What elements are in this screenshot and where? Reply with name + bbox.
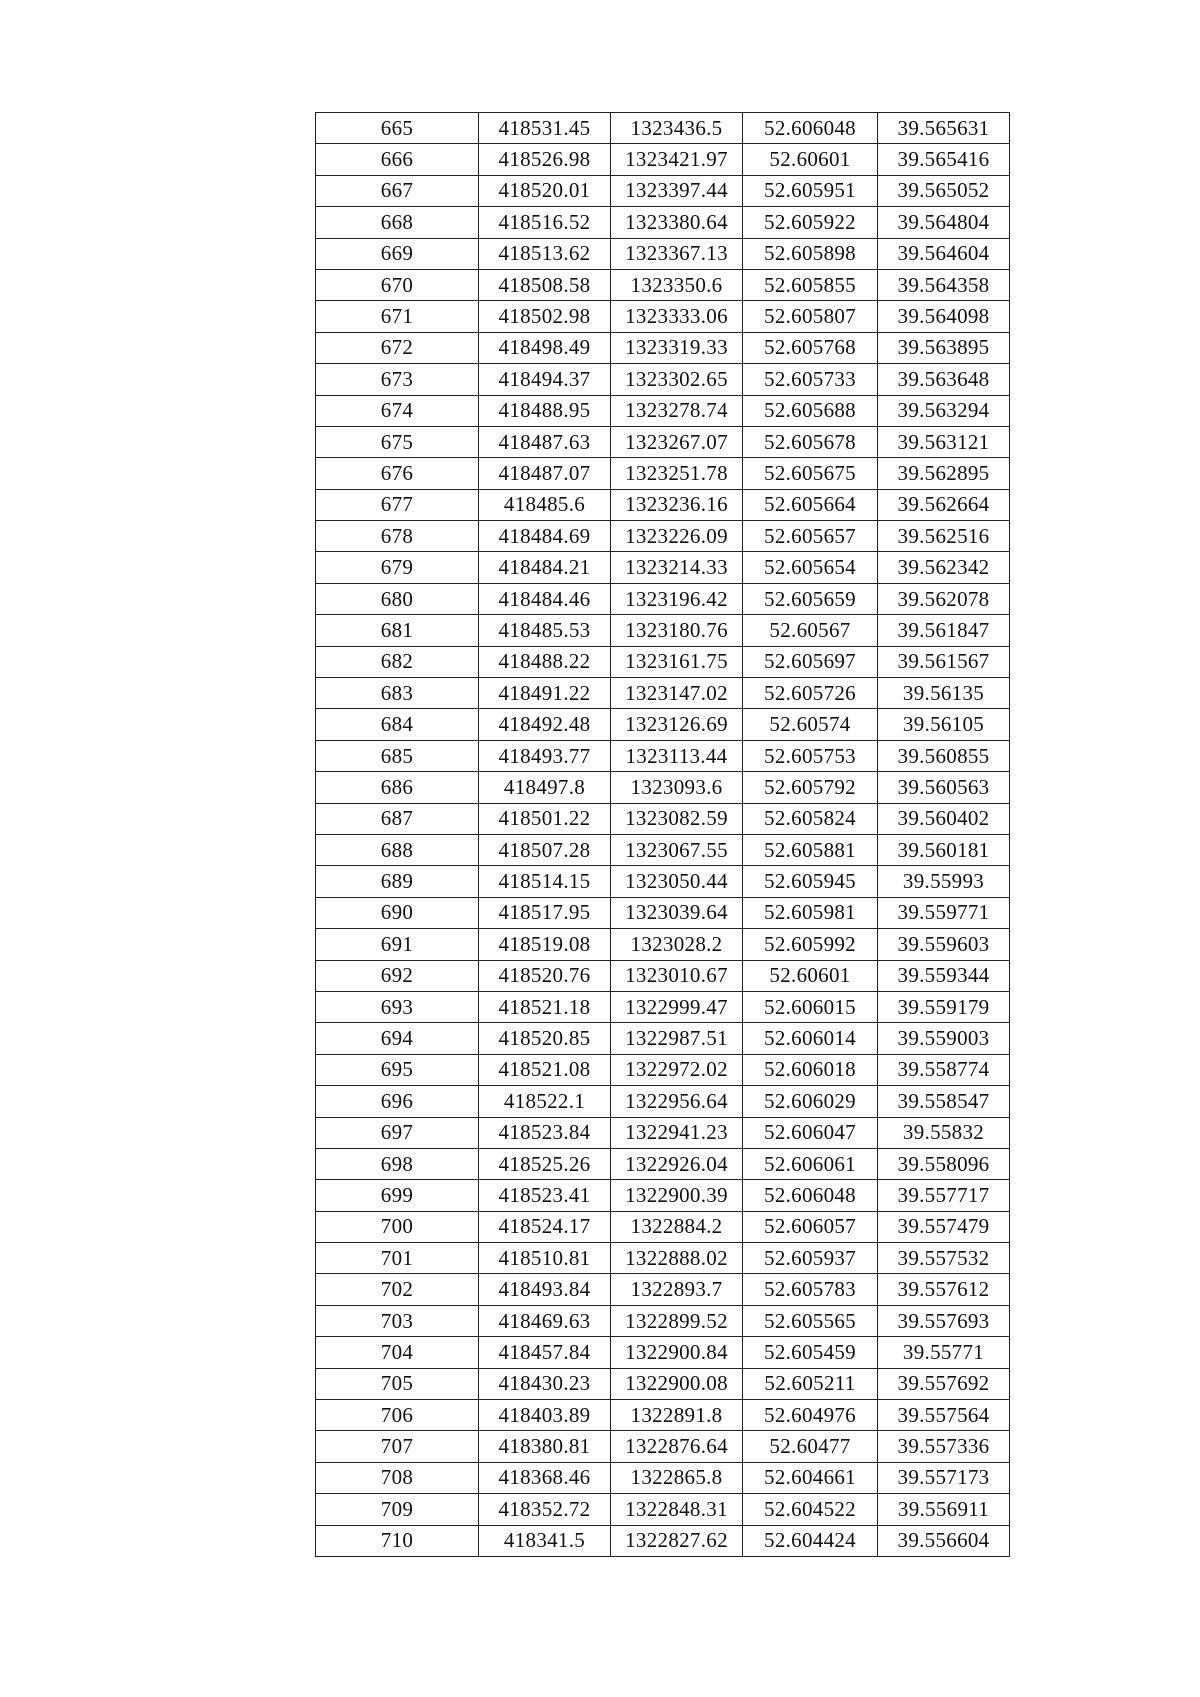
x-coordinate-cell: 418488.22 <box>479 646 611 677</box>
table-row <box>316 1180 1010 1211</box>
x-coordinate-cell: 418493.84 <box>479 1274 611 1305</box>
table-row <box>316 1086 1010 1117</box>
table-row <box>316 960 1010 991</box>
longitude-cell: 39.56135 <box>878 678 1010 709</box>
latitude-cell: 52.605726 <box>743 678 878 709</box>
latitude-cell: 52.606015 <box>743 991 878 1022</box>
x-coordinate-cell: 418513.62 <box>479 238 611 269</box>
x-coordinate-cell: 418493.77 <box>479 740 611 771</box>
point-number-cell: 675 <box>316 426 479 457</box>
table-row <box>316 1023 1010 1054</box>
x-coordinate-cell: 418498.49 <box>479 332 611 363</box>
point-number-cell: 701 <box>316 1243 479 1274</box>
x-coordinate-cell: 418521.18 <box>479 991 611 1022</box>
point-number-cell: 683 <box>316 678 479 709</box>
latitude-cell: 52.605981 <box>743 897 878 928</box>
y-coordinate-cell: 1323180.76 <box>611 615 743 646</box>
latitude-cell: 52.606057 <box>743 1211 878 1242</box>
x-coordinate-cell: 418507.28 <box>479 834 611 865</box>
latitude-cell: 52.604661 <box>743 1462 878 1493</box>
longitude-cell: 39.560402 <box>878 803 1010 834</box>
point-number-cell: 699 <box>316 1180 479 1211</box>
x-coordinate-cell: 418484.21 <box>479 552 611 583</box>
point-number-cell: 710 <box>316 1525 479 1556</box>
y-coordinate-cell: 1323367.13 <box>611 238 743 269</box>
x-coordinate-cell: 418501.22 <box>479 803 611 834</box>
point-number-cell: 708 <box>316 1462 479 1493</box>
longitude-cell: 39.565631 <box>878 113 1010 144</box>
latitude-cell: 52.605678 <box>743 426 878 457</box>
point-number-cell: 705 <box>316 1368 479 1399</box>
y-coordinate-cell: 1323067.55 <box>611 834 743 865</box>
x-coordinate-cell: 418519.08 <box>479 929 611 960</box>
point-number-cell: 680 <box>316 583 479 614</box>
x-coordinate-cell: 418531.45 <box>479 113 611 144</box>
table-row <box>316 1431 1010 1462</box>
point-number-cell: 674 <box>316 395 479 426</box>
table-row <box>316 458 1010 489</box>
latitude-cell: 52.606018 <box>743 1054 878 1085</box>
x-coordinate-cell: 418485.6 <box>479 489 611 520</box>
table-row <box>316 1243 1010 1274</box>
latitude-cell: 52.605824 <box>743 803 878 834</box>
latitude-cell: 52.60477 <box>743 1431 878 1462</box>
point-number-cell: 684 <box>316 709 479 740</box>
longitude-cell: 39.560563 <box>878 772 1010 803</box>
table-row <box>316 1211 1010 1242</box>
longitude-cell: 39.557336 <box>878 1431 1010 1462</box>
y-coordinate-cell: 1323093.6 <box>611 772 743 803</box>
point-number-cell: 668 <box>316 207 479 238</box>
x-coordinate-cell: 418492.48 <box>479 709 611 740</box>
y-coordinate-cell: 1322899.52 <box>611 1305 743 1336</box>
latitude-cell: 52.604522 <box>743 1494 878 1525</box>
x-coordinate-cell: 418520.85 <box>479 1023 611 1054</box>
longitude-cell: 39.560855 <box>878 740 1010 771</box>
longitude-cell: 39.561567 <box>878 646 1010 677</box>
longitude-cell: 39.557532 <box>878 1243 1010 1274</box>
latitude-cell: 52.605733 <box>743 364 878 395</box>
table-row <box>316 1337 1010 1368</box>
latitude-cell: 52.605792 <box>743 772 878 803</box>
table-row <box>316 866 1010 897</box>
table-row <box>316 1305 1010 1336</box>
x-coordinate-cell: 418380.81 <box>479 1431 611 1462</box>
point-number-cell: 690 <box>316 897 479 928</box>
latitude-cell: 52.606014 <box>743 1023 878 1054</box>
table-row <box>316 269 1010 300</box>
y-coordinate-cell: 1322827.62 <box>611 1525 743 1556</box>
point-number-cell: 709 <box>316 1494 479 1525</box>
point-number-cell: 698 <box>316 1148 479 1179</box>
latitude-cell: 52.605753 <box>743 740 878 771</box>
table-row <box>316 1117 1010 1148</box>
point-number-cell: 678 <box>316 521 479 552</box>
x-coordinate-cell: 418524.17 <box>479 1211 611 1242</box>
table-row <box>316 489 1010 520</box>
table-row <box>316 238 1010 269</box>
y-coordinate-cell: 1323350.6 <box>611 269 743 300</box>
x-coordinate-cell: 418497.8 <box>479 772 611 803</box>
point-number-cell: 666 <box>316 144 479 175</box>
y-coordinate-cell: 1323010.67 <box>611 960 743 991</box>
x-coordinate-cell: 418516.52 <box>479 207 611 238</box>
point-number-cell: 669 <box>316 238 479 269</box>
point-number-cell: 672 <box>316 332 479 363</box>
table-row <box>316 175 1010 206</box>
point-number-cell: 686 <box>316 772 479 803</box>
y-coordinate-cell: 1323161.75 <box>611 646 743 677</box>
table-row <box>316 803 1010 834</box>
y-coordinate-cell: 1322888.02 <box>611 1243 743 1274</box>
point-number-cell: 679 <box>316 552 479 583</box>
x-coordinate-cell: 418484.69 <box>479 521 611 552</box>
latitude-cell: 52.605659 <box>743 583 878 614</box>
longitude-cell: 39.561847 <box>878 615 1010 646</box>
y-coordinate-cell: 1323236.16 <box>611 489 743 520</box>
x-coordinate-cell: 418520.01 <box>479 175 611 206</box>
latitude-cell: 52.605783 <box>743 1274 878 1305</box>
longitude-cell: 39.557612 <box>878 1274 1010 1305</box>
table-row <box>316 207 1010 238</box>
longitude-cell: 39.559603 <box>878 929 1010 960</box>
point-number-cell: 677 <box>316 489 479 520</box>
y-coordinate-cell: 1322972.02 <box>611 1054 743 1085</box>
table-row <box>316 552 1010 583</box>
y-coordinate-cell: 1322956.64 <box>611 1086 743 1117</box>
longitude-cell: 39.560181 <box>878 834 1010 865</box>
latitude-cell: 52.605768 <box>743 332 878 363</box>
table-row <box>316 678 1010 709</box>
longitude-cell: 39.562342 <box>878 552 1010 583</box>
latitude-cell: 52.605211 <box>743 1368 878 1399</box>
table-row <box>316 395 1010 426</box>
y-coordinate-cell: 1323380.64 <box>611 207 743 238</box>
y-coordinate-cell: 1323267.07 <box>611 426 743 457</box>
point-number-cell: 687 <box>316 803 479 834</box>
x-coordinate-cell: 418485.53 <box>479 615 611 646</box>
x-coordinate-cell: 418522.1 <box>479 1086 611 1117</box>
point-number-cell: 685 <box>316 740 479 771</box>
latitude-cell: 52.60601 <box>743 960 878 991</box>
longitude-cell: 39.557479 <box>878 1211 1010 1242</box>
longitude-cell: 39.559344 <box>878 960 1010 991</box>
longitude-cell: 39.557173 <box>878 1462 1010 1493</box>
longitude-cell: 39.558774 <box>878 1054 1010 1085</box>
y-coordinate-cell: 1322900.08 <box>611 1368 743 1399</box>
x-coordinate-cell: 418514.15 <box>479 866 611 897</box>
y-coordinate-cell: 1323050.44 <box>611 866 743 897</box>
table-row <box>316 1400 1010 1431</box>
point-number-cell: 689 <box>316 866 479 897</box>
latitude-cell: 52.605675 <box>743 458 878 489</box>
latitude-cell: 52.605922 <box>743 207 878 238</box>
y-coordinate-cell: 1323251.78 <box>611 458 743 489</box>
x-coordinate-cell: 418525.26 <box>479 1148 611 1179</box>
latitude-cell: 52.605855 <box>743 269 878 300</box>
table-row <box>316 772 1010 803</box>
x-coordinate-cell: 418403.89 <box>479 1400 611 1431</box>
point-number-cell: 702 <box>316 1274 479 1305</box>
latitude-cell: 52.605807 <box>743 301 878 332</box>
table-row <box>316 740 1010 771</box>
coordinates-table <box>315 112 1010 1557</box>
x-coordinate-cell: 418494.37 <box>479 364 611 395</box>
table-row <box>316 897 1010 928</box>
longitude-cell: 39.558547 <box>878 1086 1010 1117</box>
latitude-cell: 52.60574 <box>743 709 878 740</box>
latitude-cell: 52.606061 <box>743 1148 878 1179</box>
longitude-cell: 39.557692 <box>878 1368 1010 1399</box>
x-coordinate-cell: 418488.95 <box>479 395 611 426</box>
point-number-cell: 688 <box>316 834 479 865</box>
y-coordinate-cell: 1323302.65 <box>611 364 743 395</box>
x-coordinate-cell: 418341.5 <box>479 1525 611 1556</box>
coordinates-table-body <box>316 113 1010 1557</box>
latitude-cell: 52.605937 <box>743 1243 878 1274</box>
longitude-cell: 39.565052 <box>878 175 1010 206</box>
longitude-cell: 39.562895 <box>878 458 1010 489</box>
table-row <box>316 144 1010 175</box>
y-coordinate-cell: 1323196.42 <box>611 583 743 614</box>
table-row <box>316 709 1010 740</box>
x-coordinate-cell: 418520.76 <box>479 960 611 991</box>
table-row <box>316 1148 1010 1179</box>
latitude-cell: 52.605898 <box>743 238 878 269</box>
x-coordinate-cell: 418508.58 <box>479 269 611 300</box>
latitude-cell: 52.605688 <box>743 395 878 426</box>
longitude-cell: 39.55993 <box>878 866 1010 897</box>
y-coordinate-cell: 1322865.8 <box>611 1462 743 1493</box>
point-number-cell: 693 <box>316 991 479 1022</box>
latitude-cell: 52.60567 <box>743 615 878 646</box>
y-coordinate-cell: 1322900.84 <box>611 1337 743 1368</box>
point-number-cell: 697 <box>316 1117 479 1148</box>
longitude-cell: 39.562516 <box>878 521 1010 552</box>
point-number-cell: 700 <box>316 1211 479 1242</box>
table-row <box>316 521 1010 552</box>
y-coordinate-cell: 1322900.39 <box>611 1180 743 1211</box>
table-row <box>316 834 1010 865</box>
x-coordinate-cell: 418368.46 <box>479 1462 611 1493</box>
point-number-cell: 692 <box>316 960 479 991</box>
x-coordinate-cell: 418521.08 <box>479 1054 611 1085</box>
longitude-cell: 39.563895 <box>878 332 1010 363</box>
longitude-cell: 39.563121 <box>878 426 1010 457</box>
latitude-cell: 52.604976 <box>743 1400 878 1431</box>
longitude-cell: 39.562078 <box>878 583 1010 614</box>
table-row <box>316 1494 1010 1525</box>
table-row <box>316 615 1010 646</box>
table-row <box>316 364 1010 395</box>
latitude-cell: 52.604424 <box>743 1525 878 1556</box>
x-coordinate-cell: 418523.41 <box>479 1180 611 1211</box>
latitude-cell: 52.606029 <box>743 1086 878 1117</box>
y-coordinate-cell: 1323147.02 <box>611 678 743 709</box>
point-number-cell: 670 <box>316 269 479 300</box>
longitude-cell: 39.558096 <box>878 1148 1010 1179</box>
latitude-cell: 52.606048 <box>743 1180 878 1211</box>
point-number-cell: 704 <box>316 1337 479 1368</box>
longitude-cell: 39.557564 <box>878 1400 1010 1431</box>
longitude-cell: 39.559771 <box>878 897 1010 928</box>
table-row <box>316 1525 1010 1556</box>
y-coordinate-cell: 1322999.47 <box>611 991 743 1022</box>
latitude-cell: 52.605459 <box>743 1337 878 1368</box>
latitude-cell: 52.605657 <box>743 521 878 552</box>
y-coordinate-cell: 1322884.2 <box>611 1211 743 1242</box>
table-row <box>316 583 1010 614</box>
point-number-cell: 695 <box>316 1054 479 1085</box>
longitude-cell: 39.56105 <box>878 709 1010 740</box>
longitude-cell: 39.55832 <box>878 1117 1010 1148</box>
latitude-cell: 52.605951 <box>743 175 878 206</box>
latitude-cell: 52.605992 <box>743 929 878 960</box>
y-coordinate-cell: 1322891.8 <box>611 1400 743 1431</box>
point-number-cell: 667 <box>316 175 479 206</box>
y-coordinate-cell: 1323214.33 <box>611 552 743 583</box>
table-row <box>316 646 1010 677</box>
table-row <box>316 991 1010 1022</box>
x-coordinate-cell: 418487.07 <box>479 458 611 489</box>
x-coordinate-cell: 418352.72 <box>479 1494 611 1525</box>
longitude-cell: 39.564804 <box>878 207 1010 238</box>
latitude-cell: 52.605945 <box>743 866 878 897</box>
x-coordinate-cell: 418484.46 <box>479 583 611 614</box>
y-coordinate-cell: 1322893.7 <box>611 1274 743 1305</box>
y-coordinate-cell: 1323113.44 <box>611 740 743 771</box>
y-coordinate-cell: 1323028.2 <box>611 929 743 960</box>
point-number-cell: 673 <box>316 364 479 395</box>
point-number-cell: 707 <box>316 1431 479 1462</box>
x-coordinate-cell: 418526.98 <box>479 144 611 175</box>
longitude-cell: 39.559179 <box>878 991 1010 1022</box>
y-coordinate-cell: 1323319.33 <box>611 332 743 363</box>
y-coordinate-cell: 1323436.5 <box>611 113 743 144</box>
point-number-cell: 703 <box>316 1305 479 1336</box>
point-number-cell: 696 <box>316 1086 479 1117</box>
y-coordinate-cell: 1323421.97 <box>611 144 743 175</box>
y-coordinate-cell: 1322848.31 <box>611 1494 743 1525</box>
y-coordinate-cell: 1322876.64 <box>611 1431 743 1462</box>
longitude-cell: 39.564358 <box>878 269 1010 300</box>
longitude-cell: 39.565416 <box>878 144 1010 175</box>
longitude-cell: 39.559003 <box>878 1023 1010 1054</box>
y-coordinate-cell: 1323039.64 <box>611 897 743 928</box>
table-row <box>316 929 1010 960</box>
latitude-cell: 52.605654 <box>743 552 878 583</box>
longitude-cell: 39.563294 <box>878 395 1010 426</box>
latitude-cell: 52.60601 <box>743 144 878 175</box>
latitude-cell: 52.606048 <box>743 113 878 144</box>
latitude-cell: 52.605664 <box>743 489 878 520</box>
longitude-cell: 39.557693 <box>878 1305 1010 1336</box>
y-coordinate-cell: 1323226.09 <box>611 521 743 552</box>
table-row <box>316 113 1010 144</box>
y-coordinate-cell: 1323126.69 <box>611 709 743 740</box>
longitude-cell: 39.556911 <box>878 1494 1010 1525</box>
x-coordinate-cell: 418523.84 <box>479 1117 611 1148</box>
table-row <box>316 1054 1010 1085</box>
table-row <box>316 1368 1010 1399</box>
point-number-cell: 665 <box>316 113 479 144</box>
x-coordinate-cell: 418469.63 <box>479 1305 611 1336</box>
point-number-cell: 706 <box>316 1400 479 1431</box>
y-coordinate-cell: 1323082.59 <box>611 803 743 834</box>
table-row <box>316 332 1010 363</box>
point-number-cell: 691 <box>316 929 479 960</box>
longitude-cell: 39.562664 <box>878 489 1010 520</box>
table-row <box>316 426 1010 457</box>
longitude-cell: 39.564604 <box>878 238 1010 269</box>
point-number-cell: 681 <box>316 615 479 646</box>
table-row <box>316 301 1010 332</box>
x-coordinate-cell: 418517.95 <box>479 897 611 928</box>
point-number-cell: 682 <box>316 646 479 677</box>
y-coordinate-cell: 1322941.23 <box>611 1117 743 1148</box>
y-coordinate-cell: 1323397.44 <box>611 175 743 206</box>
y-coordinate-cell: 1322987.51 <box>611 1023 743 1054</box>
x-coordinate-cell: 418430.23 <box>479 1368 611 1399</box>
x-coordinate-cell: 418510.81 <box>479 1243 611 1274</box>
point-number-cell: 671 <box>316 301 479 332</box>
latitude-cell: 52.606047 <box>743 1117 878 1148</box>
point-number-cell: 676 <box>316 458 479 489</box>
longitude-cell: 39.556604 <box>878 1525 1010 1556</box>
y-coordinate-cell: 1322926.04 <box>611 1148 743 1179</box>
longitude-cell: 39.564098 <box>878 301 1010 332</box>
x-coordinate-cell: 418502.98 <box>479 301 611 332</box>
latitude-cell: 52.605697 <box>743 646 878 677</box>
longitude-cell: 39.557717 <box>878 1180 1010 1211</box>
x-coordinate-cell: 418457.84 <box>479 1337 611 1368</box>
y-coordinate-cell: 1323278.74 <box>611 395 743 426</box>
x-coordinate-cell: 418487.63 <box>479 426 611 457</box>
point-number-cell: 694 <box>316 1023 479 1054</box>
latitude-cell: 52.605565 <box>743 1305 878 1336</box>
longitude-cell: 39.55771 <box>878 1337 1010 1368</box>
y-coordinate-cell: 1323333.06 <box>611 301 743 332</box>
table-row <box>316 1274 1010 1305</box>
latitude-cell: 52.605881 <box>743 834 878 865</box>
table-row <box>316 1462 1010 1493</box>
longitude-cell: 39.563648 <box>878 364 1010 395</box>
x-coordinate-cell: 418491.22 <box>479 678 611 709</box>
